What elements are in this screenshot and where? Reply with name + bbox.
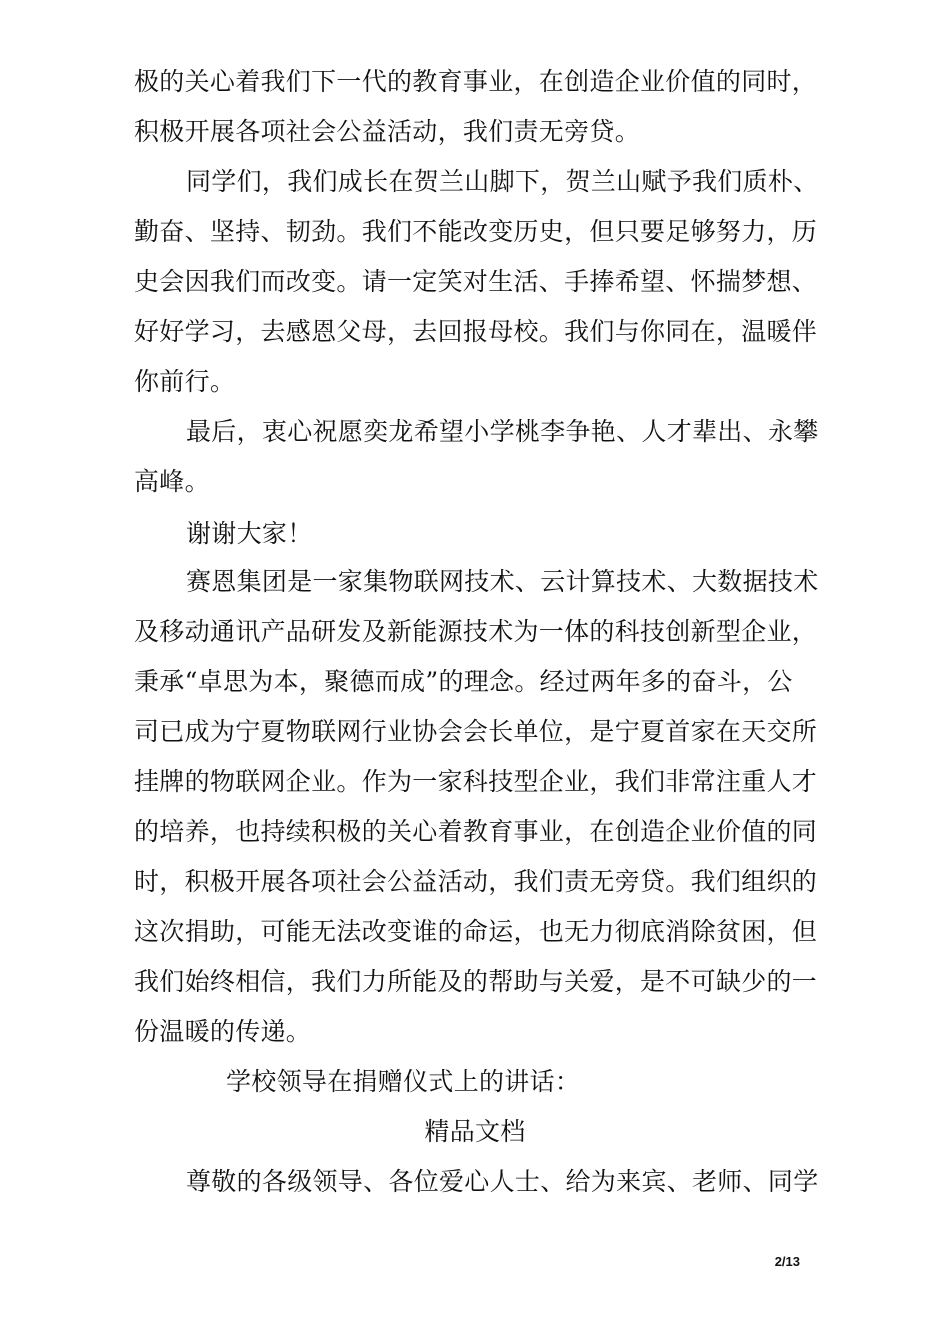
text-line: 你前行。 — [134, 367, 236, 396]
page-number: 2/13 — [774, 1254, 800, 1269]
paragraph-start: 尊敬的各级领导、各位爱心人士、给为来宾、老师、同学 — [186, 1167, 819, 1196]
paragraph-start: 最后，衷心祝愿奕龙希望小学桃李争艳、人才辈出、永攀 — [186, 417, 819, 446]
text-line: 好好学习，去感恩父母，去回报母校。我们与你同在，温暖伴 — [134, 317, 818, 346]
closing-thanks: 谢谢大家！ — [186, 519, 313, 548]
text-line: 这次捐助，可能无法改变谁的命运，也无力彻底消除贫困，但 — [134, 917, 818, 946]
text-line: 极的关心着我们下一代的教育事业，在创造企业价值的同时， — [134, 67, 818, 96]
text-line: 勤奋、坚持、韧劲。我们不能改变历史，但只要足够努力，历 — [134, 217, 818, 246]
text-line: 挂牌的物联网企业。作为一家科技型企业，我们非常注重人才 — [134, 767, 818, 796]
watermark-title: 精品文档 — [424, 1117, 526, 1146]
text-line: 的培养，也持续积极的关心着教育事业，在创造企业价值的同 — [134, 817, 818, 846]
text-line: 史会因我们而改变。请一定笑对生活、手捧希望、怀揣梦想、 — [134, 267, 818, 296]
text-line: 高峰。 — [134, 467, 210, 496]
paragraph-start: 赛恩集团是一家集物联网技术、云计算技术、大数据技术 — [186, 567, 819, 596]
text-line: 积极开展各项社会公益活动，我们责无旁贷。 — [134, 117, 641, 146]
text-line: 司已成为宁夏物联网行业协会会长单位，是宁夏首家在天交所 — [134, 717, 818, 746]
section-heading: 学校领导在捐赠仪式上的讲话： — [226, 1067, 581, 1096]
text-line: 秉承“卓思为本，聚德而成”的理念。经过两年多的奋斗，公 — [134, 667, 793, 696]
paragraph-start: 同学们，我们成长在贺兰山脚下，贺兰山赋予我们质朴、 — [186, 167, 819, 196]
text-line: 我们始终相信，我们力所能及的帮助与关爱，是不可缺少的一 — [134, 967, 818, 996]
text-line: 份温暖的传递。 — [134, 1017, 312, 1046]
text-line: 及移动通讯产品研发及新能源技术为一体的科技创新型企业， — [134, 617, 818, 646]
text-line: 时，积极开展各项社会公益活动，我们责无旁贷。我们组织的 — [134, 867, 818, 896]
